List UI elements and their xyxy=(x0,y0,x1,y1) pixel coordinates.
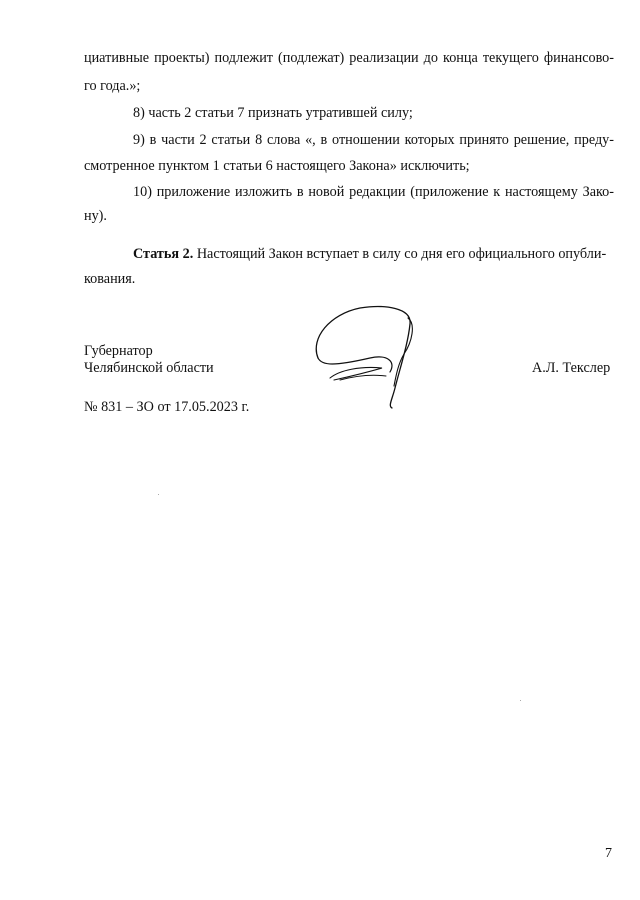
page-number: 7 xyxy=(605,846,612,861)
signatory-title-line-2: Челябинской области xyxy=(84,360,214,376)
scan-speck xyxy=(520,700,521,701)
article-2-heading: Статья 2. xyxy=(133,246,194,262)
signatory-title-line-1: Губернатор xyxy=(84,343,153,359)
item-9-line-1: 9) в части 2 статьи 8 слова «, в отношении которых принято решение, преду- xyxy=(133,132,614,148)
law-number-date: № 831 – ЗО от 17.05.2023 г. xyxy=(84,399,250,415)
item-10-line-1: 10) приложение изложить в новой редакции (приложение к настоящему Зако- xyxy=(133,184,614,200)
signatory-name: А.Л. Текслер xyxy=(532,360,611,376)
article-2-line-1 xyxy=(133,245,614,263)
scan-speck xyxy=(158,494,159,495)
article-2-text: Настоящий Закон вступает в силу со дня его официального опубли- xyxy=(193,246,607,262)
paragraph-1-line-2: го года.»; xyxy=(84,78,141,94)
item-8: 8) часть 2 статьи 7 признать утратившей силу; xyxy=(133,105,413,121)
item-10-line-2: ну). xyxy=(84,208,107,224)
article-2-line-2: кования. xyxy=(84,271,136,287)
item-9-line-2: смотренное пунктом 1 статьи 6 настоящего Закона» исключить; xyxy=(84,158,470,174)
paragraph-1-line-1: циативные проекты) подлежит (подлежат) реализации до конца текущего финансово- xyxy=(84,50,614,66)
handwritten-signature xyxy=(300,296,430,411)
